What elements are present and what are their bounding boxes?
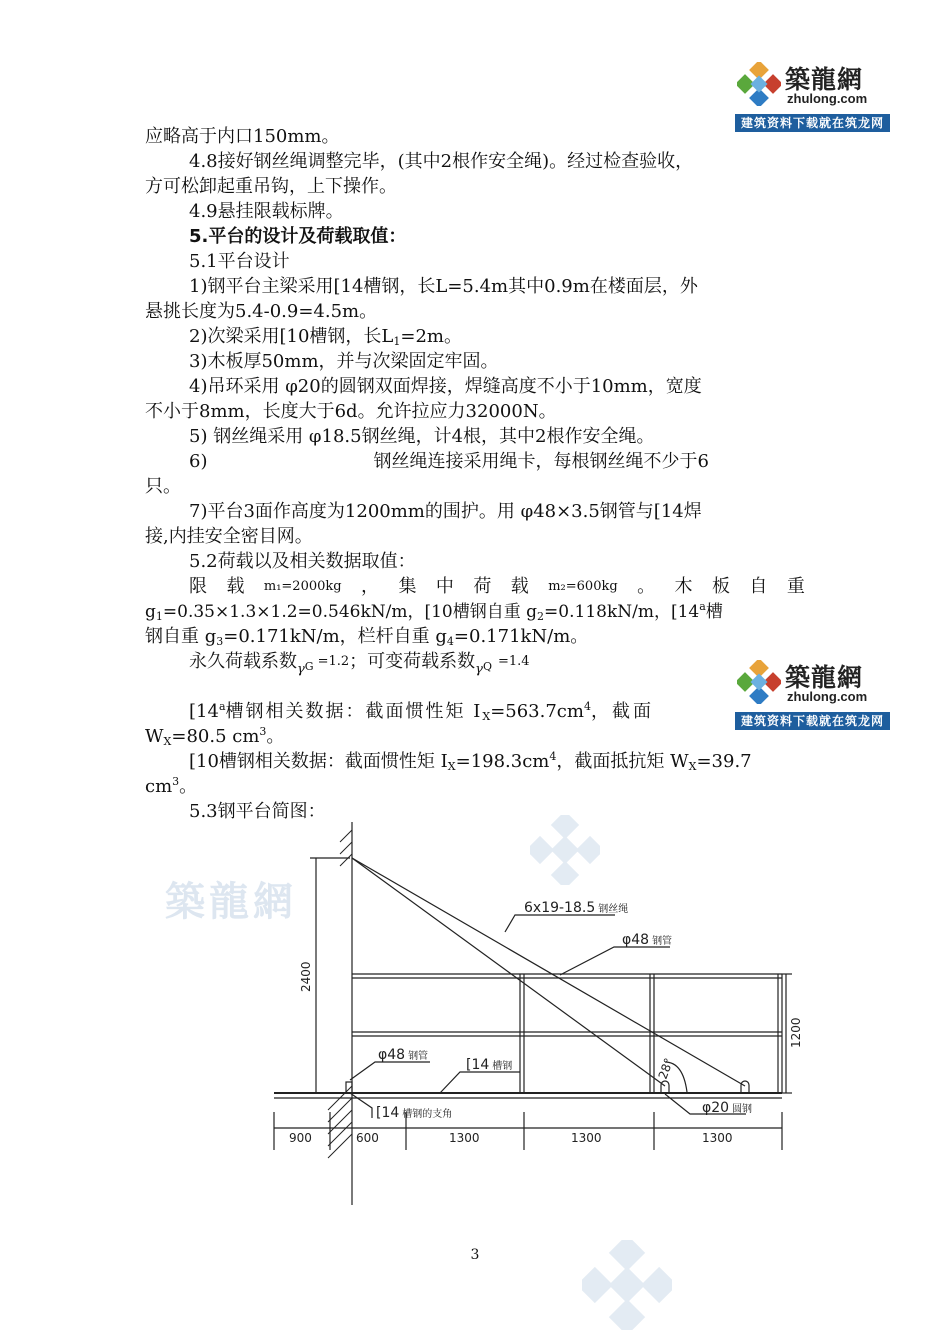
dim-1300-c: 1300 [702,1131,733,1145]
text-line: 1)钢平台主梁采用[14槽钢，长L=5.4m其中0.9m在楼面层，外 [189,276,698,297]
label-pipe-top: φ48 钢管 [622,932,673,948]
text-line: 4.8接好钢丝绳调整完毕，(其中2根作安全绳)。经过检查验收， [189,151,694,172]
label-pipe-left: φ48 钢管 [378,1047,429,1063]
logo-cn: 築龍網 [785,65,864,94]
text-line: $W_X=80.5$ $cm^3$。 [145,725,285,748]
logo-en: zhulong.com [787,91,868,106]
text-line: 5) 钢丝绳采用 φ18.5钢丝绳，计4根，其中2根作安全绳。 [189,426,655,447]
text-line: 6) 钢丝绳连接采用绳卡，每根钢丝绳不少于6 [189,451,709,472]
text-line: 接,内挂安全密目网。 [145,526,313,547]
text-line: 不小于8mm，长度大于6d。允许拉应力32000N。 [145,401,557,422]
text-line: $g_1=0.35\times 1.3\times 1.2=0.546kN/m$，[10槽钢自重 $g_2=0.118kN/m$，[14$^a$槽 [145,600,723,623]
dim-height-right: 1200 [789,1017,803,1048]
label-ring: φ20 圆钢 [702,1100,753,1116]
text-line: 永久荷载系数$_{\gamma G}$ =1.2；可变荷载系数$_{\gamma Q}$ =1.4 [189,651,530,677]
text-line: 4)吊环采用 φ20的圆钢双面焊接，焊缝高度不小于10mm，宽度 [189,376,702,397]
page-number: 3 [470,1247,480,1263]
label-channel: [14 槽钢 [466,1057,513,1073]
lifting-ring-icon [661,1081,669,1093]
label-rope: 6x19-18.5 钢丝绳 [524,900,629,916]
leader-channel [440,1072,520,1093]
text-line-justified: 限 载 m₁=2000kg ， 集 中 荷 载 m₂=600kg 。 木 板 自 重 [189,576,805,597]
section-heading: 5.平台的设计及荷载取值： [189,226,407,247]
logo-slogan: 建筑资料下载就在筑龙网 [735,712,890,730]
label-angle: 28° [655,1056,677,1082]
dim-600: 600 [356,1131,379,1145]
text-line: 5.2荷载以及相关数据取值： [189,551,416,572]
text-line: 应略高于内口150mm。 [145,126,340,147]
wall-hatch [328,830,352,1158]
text-line: 5.1平台设计 [189,251,290,272]
text-line: 3)木板厚50mm，并与次梁固定牢固。 [189,351,499,372]
leader-pipe [560,947,670,975]
text-line: 只。 [145,476,181,497]
text-line: [10槽钢相关数据：截面惯性矩 $I_X=198.3cm^4$，截面抵抗矩 $W_X=39.7$ [189,750,752,773]
leader-rope [505,915,615,932]
text-line: 7)平台3面作高度为1200mm的围护。用 φ48×3.5钢管与[14焊 [189,501,702,522]
dim-1300-b: 1300 [571,1131,602,1145]
dim-1300-a: 1300 [449,1131,480,1145]
text-line: 4.9悬挂限载标牌。 [189,201,344,222]
lifting-ring-icon [741,1081,749,1093]
text-line: $cm^3$。 [145,775,198,797]
logo-cn: 築龍網 [785,663,864,692]
dim-900: 900 [289,1131,312,1145]
text-line: [14$^a$槽钢相关数据：截面惯性矩 $I_X=563.7cm^4$，截面 [189,700,654,723]
leader-pipe-left [350,1062,430,1080]
text-line: 5.3钢平台简图： [189,801,326,822]
label-support: [14 槽钢的支角 [376,1105,453,1121]
logo-slogan: 建筑资料下载就在筑龙网 [735,114,890,132]
text-line: 方可松卸起重吊钩，上下操作。 [145,176,397,197]
text-line: 2)次梁采用[10槽钢，长$L_1=2m$。 [189,326,462,348]
dim-height-left: 2400 [299,961,313,992]
leader-support [350,1093,372,1118]
text-line: 悬挑长度为5.4-0.9=4.5m。 [145,301,378,322]
logo-en: zhulong.com [787,689,868,704]
text-line: 钢自重 $g_3=0.171kN/m$，栏杆自重 $g_4=0.171kN/m$。 [145,626,589,648]
watermark-text: 築龍網 [165,878,297,925]
